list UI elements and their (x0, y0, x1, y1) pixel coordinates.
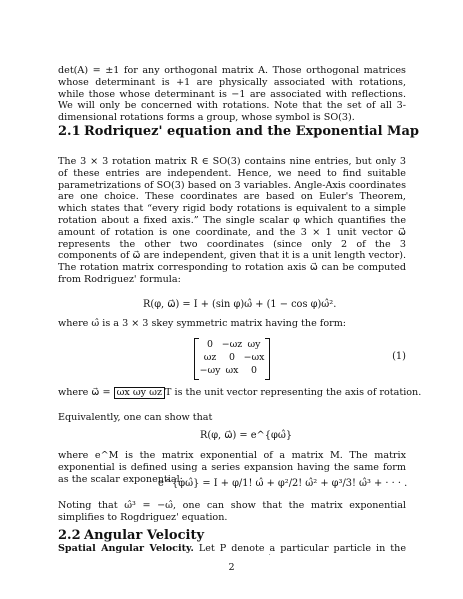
rodriguez-equation: R(φ, ω⃗) = I + (sin φ)ω̂ + (1 − cos φ)ω̂². (143, 299, 337, 310)
vector-suffix: T is the unit vector representing the axis of rotation. (165, 387, 422, 398)
matrix-cell: −ωx (243, 352, 265, 363)
section-heading-2-1 (58, 124, 419, 139)
matrix-cell: ωz (203, 352, 217, 363)
exponential-equation: R(φ, ω⃗) = e^{φω̂} (200, 430, 293, 441)
row-vector: ωx ωy ωz (114, 387, 165, 399)
matrix-cell: 0 (229, 352, 235, 363)
section-title: Angular Velocity (84, 528, 205, 543)
matrix-cell: 0 (207, 339, 213, 350)
matrix-cell: ωx (225, 365, 239, 376)
intro-paragraph: det(A) = ±1 for any orthogonal matrix A. Those orthogonal matrices whose determinant is +1 are physically associated with rotations, while those whose determinant is −1 are associated with reflections. We will only be concerned with rotations. Note that the set of all 3-dimensional rotations forms a group, whose symbol is SO(3). (58, 65, 406, 124)
angular-velocity-text: Let P denote a particular particle in the (198, 543, 406, 554)
rodriguez-paragraph: The 3 × 3 rotation matrix R ∈ SO(3) contains nine entries, but only 3 of these entries are independent. Hence, we need to find suitable parametrizations of SO(3) based on 3 variables. Angle-Axis coordinates are one choice. These coordinates are based on Euler's Theorem, which states that “every rigid body rotations is equivalent to a simple rotation about a fixed axis.” The single scalar φ which quantifies the amount of rotation is one coordinate, and the 3 × 1 unit vector ω⃗ represents the other two coordinates (since only 2 of the 3 components of ω⃗ are independent, given that it is a unit length vector). The rotation matrix corresponding to rotation axis ω⃗ can be computed from Rodriguez' formula: (58, 156, 406, 285)
matrix-cell: −ωz (221, 339, 243, 350)
matrix-cell: −ωy (199, 365, 221, 376)
matrix-cell: ωy (247, 339, 261, 350)
runin-heading: Spatial Angular Velocity. (58, 543, 194, 554)
noting-paragraph: Noting that ω̂³ = −ω̂, one can show that the matrix exponential simplifies to Rogdriguez' equation. (58, 500, 406, 523)
vector-prefix: where ω⃗ = (58, 387, 111, 398)
angular-velocity-paragraph (58, 543, 406, 555)
equation-number: (1) (392, 351, 406, 362)
series-equation: e^{φω̂} = I + φ/1! ω̂ + φ²/2! ω̂² + φ³/3! ω̂³ + · · · . (158, 478, 408, 489)
section-number: 2.2 (58, 528, 81, 543)
section-number: 2.1 (58, 124, 81, 139)
equivalently-text: Equivalently, one can show that (58, 412, 213, 423)
matrix-cell: 0 (251, 365, 257, 376)
section-heading-2-2 (58, 528, 204, 543)
matrix-exponential-paragraph: where e^M is the matrix exponential of a matrix M. The matrix exponential is defined using a series expansion having the same form as the scalar exponential: (58, 450, 406, 485)
section-title: Rodriquez' equation and the Exponential Map (84, 124, 419, 139)
skew-intro-text: where ω̂ is a 3 × 3 skey symmetric matrix having the form: (58, 318, 347, 329)
skew-symmetric-matrix (194, 338, 270, 378)
vector-description (58, 387, 421, 399)
page-number: 2 (228, 562, 235, 573)
